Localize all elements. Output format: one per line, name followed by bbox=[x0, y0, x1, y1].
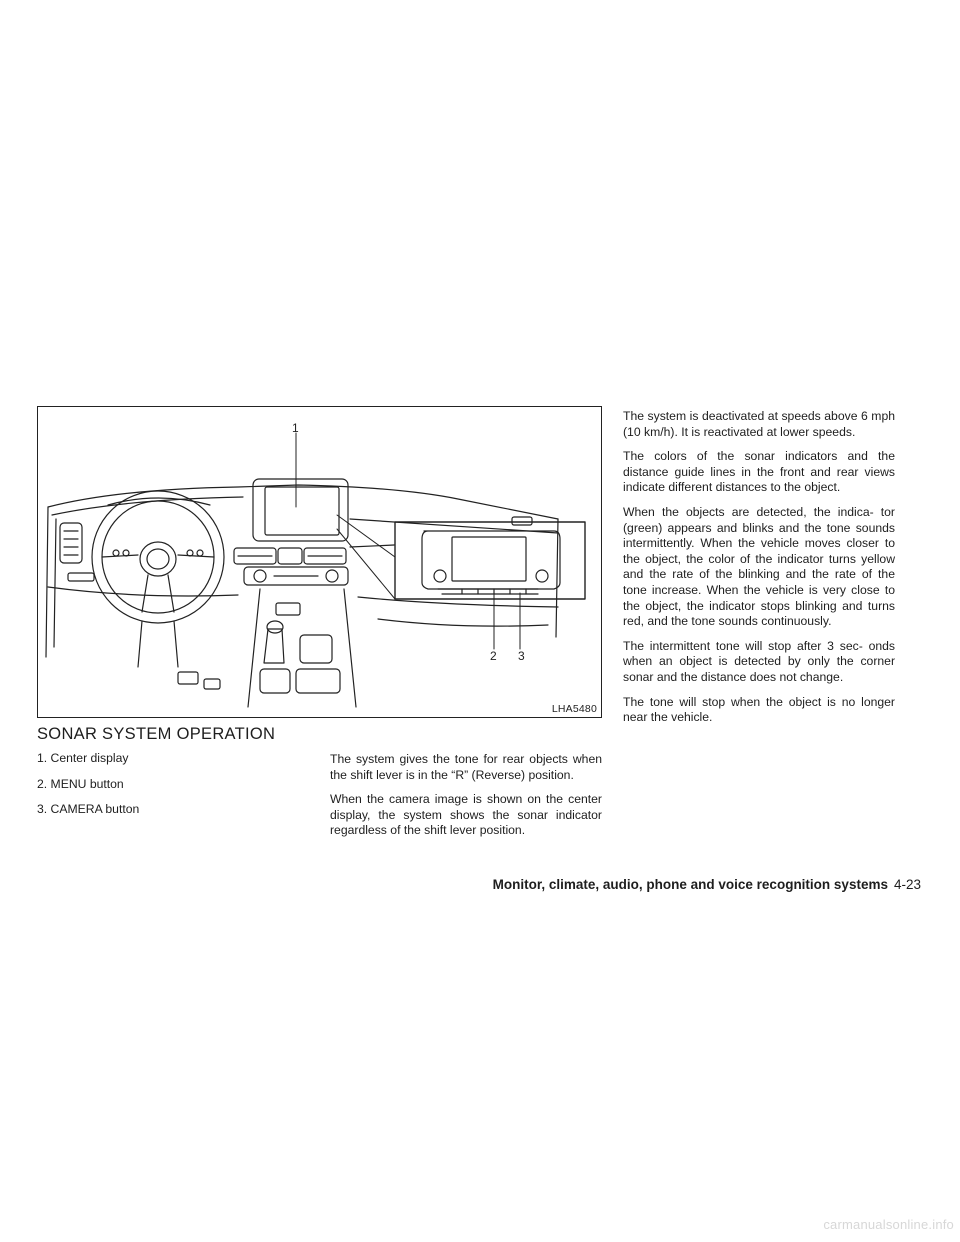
callout-1: 1 bbox=[292, 421, 299, 435]
paragraph: When the objects are detected, the indica- tor (green) appears and blinks and the tone sounds intermittently. When the vehicle moves closer to the object, the color of the indicator turns yellow and the rate of the blinking and the rate of the tone increase. When the vehicle is very close to the object, the indicator stops blinking and turns red, and the tone sounds continuously. bbox=[623, 504, 895, 629]
figure-code: LHA5480 bbox=[551, 703, 597, 715]
page-number: 4-23 bbox=[893, 877, 921, 892]
paragraph: The system gives the tone for rear objects when the shift lever is in the “R” (Reverse) position. bbox=[330, 752, 602, 782]
paragraph: When the camera image is shown on the center display, the system shows the sonar indicator regardless of the shift lever position. bbox=[330, 792, 602, 838]
legend-item: 3. CAMERA button bbox=[37, 802, 140, 816]
dashboard-illustration bbox=[37, 406, 602, 718]
legend-item: 1. Center display bbox=[37, 751, 129, 765]
paragraph: The intermittent tone will stop after 3 sec- onds when an object is detected by only the corner sonar and the distance does not change. bbox=[623, 638, 895, 684]
paragraph: The colors of the sonar indicators and the distance guide lines in the front and rear views indicate different distances to the object. bbox=[623, 449, 895, 495]
callout-3: 3 bbox=[518, 649, 525, 663]
legend-item: 2. MENU button bbox=[37, 776, 124, 791]
paragraph: The tone will stop when the object is no longer near the vehicle. bbox=[623, 694, 895, 725]
callout-legend bbox=[37, 750, 297, 827]
page-footer bbox=[493, 877, 921, 892]
chapter-title: Monitor, climate, audio, phone and voice recognition systems bbox=[492, 877, 888, 892]
callout-2: 2 bbox=[490, 649, 497, 663]
dashboard-drawing bbox=[38, 407, 600, 716]
section-title: SONAR SYSTEM OPERATION bbox=[37, 725, 276, 743]
middle-column-text bbox=[330, 752, 602, 848]
right-column-text bbox=[623, 409, 895, 735]
watermark: carmanualsonline.info bbox=[823, 1217, 954, 1232]
paragraph: The system is deactivated at speeds above 6 mph (10 km/h). It is reactivated at lower speeds. bbox=[623, 409, 895, 439]
